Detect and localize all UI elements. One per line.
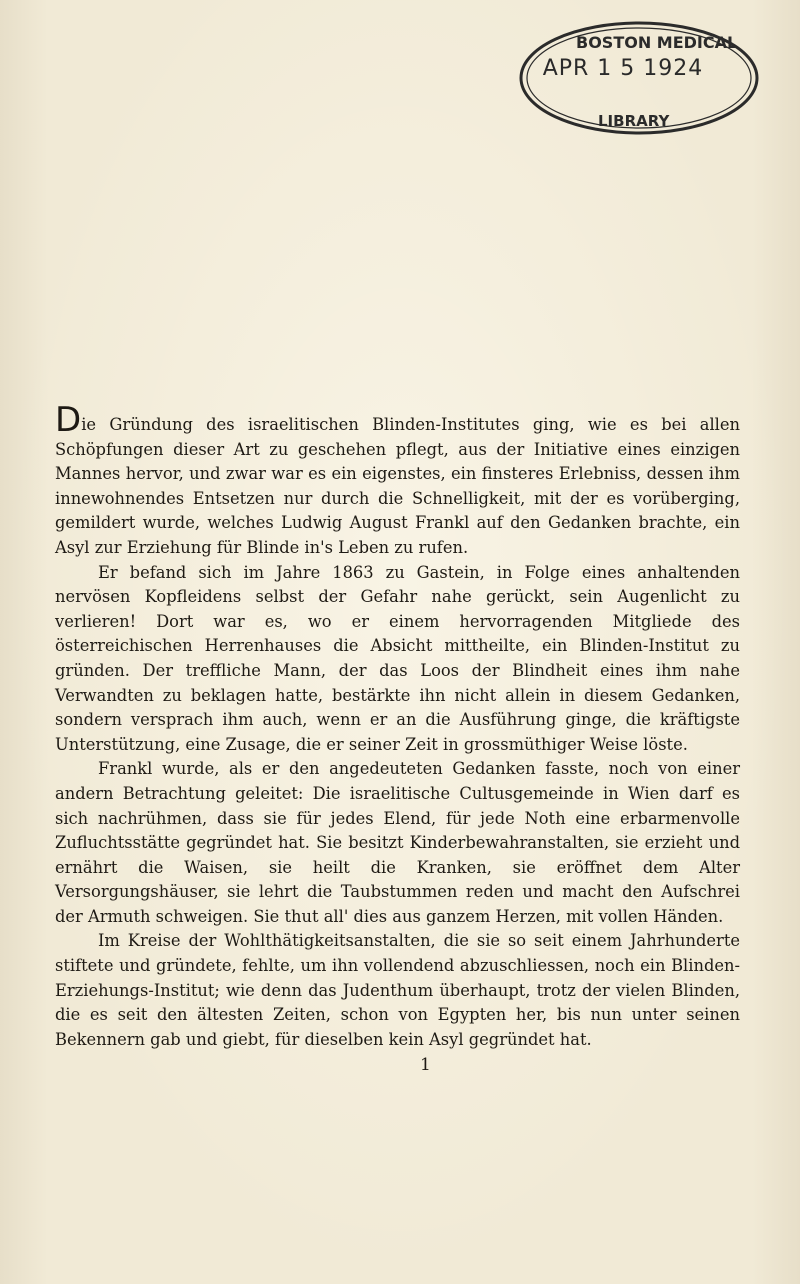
- paragraph-4: Im Kreise der Wohlthätigkeitsanstalten, die sie so seit einem Jahrhunderte stiftete und gründete, fehlte, um ihn vollendend abzuschliessen, noch ein Blinden-Erziehungs-Institut; wie denn das Judenthum überhaupt, trotz der vielen Blinden, die es seit den ältesten Zeiten, schon von Egypten her, bis nun unter seinen Bekennern gab und giebt, für dieselben kein Asyl gegründet hat.: [55, 931, 740, 1049]
- paragraph-1-text: ie Gründung des israelitischen Blinden-Institutes ging, wie es bei allen Schöpfungen dieser Art zu geschehen pflegt, aus der Initiative eines einzigen Mannes hervor, und zwar war es ein eigenstes, ein finsteres Erlebniss, dessen ihm innewohnendes Entsetzen nur durch die Schnelligkeit, mit der es vorüberging, gemildert wurde, welches Ludwig August Frankl auf den Gedanken brachte, ein Asyl zur Erziehung für Blinde in's Leben zu rufen.: [55, 415, 740, 557]
- paragraph-2: Er befand sich im Jahre 1863 zu Gastein, in Folge eines anhaltenden nervösen Kopfleidens selbst der Gefahr nahe gerückt, sein Augenlicht zu verlieren! Dort war es, wo er einem hervorragenden Mitgliede des österreichischen Herrenhauses die Absicht mittheilte, ein Blinden-Institut zu gründen. Der treffliche Mann, der das Loos der Blindheit eines ihm nahe Verwandten zu beklagen hatte, bestärkte ihn nicht allein in diesem Gedanken, sondern versprach ihm auch, wenn er an die Ausführung ginge, die kräftigste Unterstützung, eine Zusage, die er seiner Zeit in grossmüthiger Weise löste.: [55, 562, 740, 754]
- paragraph-1: [55, 400, 740, 561]
- page-number: 1: [420, 1055, 431, 1075]
- paragraph-3: Frankl wurde, als er den angedeuteten Gedanken fasste, noch von einer andern Betrachtung geleitet: Die israelitische Cultusgemeinde in Wien darf es sich nachrühmen, dass sie für jedes Elend, für jede Noth eine erbarmenvolle Zufluchtsstätte gegründet hat. Sie besitzt Kinderbewahranstalten, sie erzieht und ernährt die Waisen, sie heilt die Kranken, sie eröffnet dem Alter Versorgungshäuser, sie lehrt die Taubstummen reden und macht den Aufschrei der Armuth schweigen. Sie thut all' dies aus ganzem Herzen, mit vollen Händen.: [55, 759, 740, 926]
- library-stamp: [506, 8, 766, 140]
- svg-text:LIBRARY: LIBRARY: [598, 112, 670, 130]
- stamp-date: APR 1 5 1924: [542, 56, 704, 81]
- svg-text:BOSTON MEDICAL: BOSTON MEDICAL: [576, 33, 738, 52]
- main-text: [55, 400, 740, 1052]
- drop-cap: D: [55, 400, 82, 440]
